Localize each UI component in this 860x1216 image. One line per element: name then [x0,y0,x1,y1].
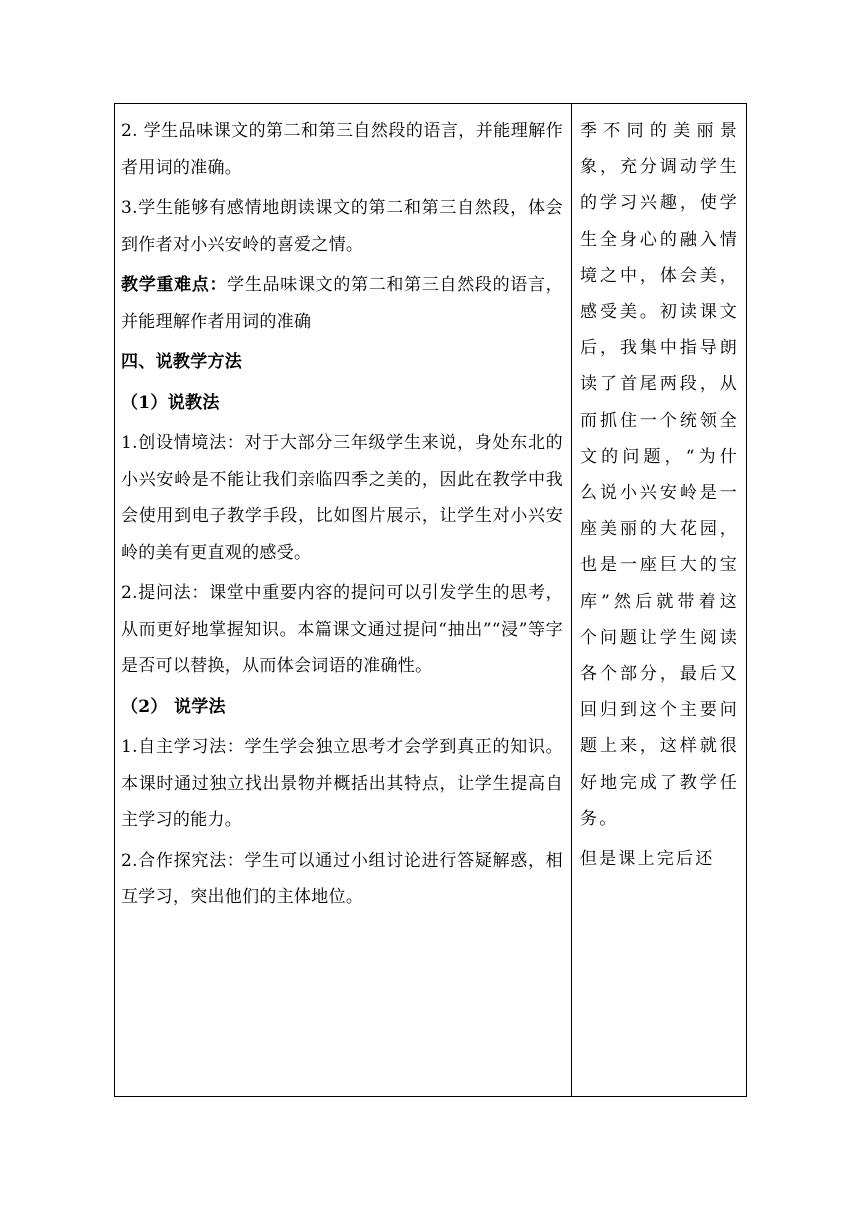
teaching-method-2: 2.提问法：课堂中重要内容的提问可以引发学生的思考，从而更好地掌握知识。本篇课文通过提问“抽出”“浸”等字是否可以替换，从而体会词语的准确性。 [121,583,563,676]
lesson-plan-table [114,103,747,1097]
reflection-cell [572,104,747,877]
reflection-paragraph-2: 但是课上完后还 [580,849,715,870]
reflection-paragraph-1: 季不同的美丽景象，充分调动学生的学习兴趣，使学生全身心的融入情境之中，体会美，感受美。初读课文后，我集中指导朗读了首尾两段，从而抓住一个统领全文的问题，“为什么说小兴安岭是一座美丽的大花园，也是一座巨大的宝库”然后就带着这个问题让学生阅读各个部分，最后又回归到这个主要问题上来，这样就很好地完成了教学任务。 [580,121,739,829]
learning-method-2: 2.合作探究法：学生可以通过小组讨论进行答疑解惑，相互学习，突出他们的主体地位。 [121,850,563,907]
learning-methods-heading: （2） 说学法 [121,696,226,717]
key-points [121,267,563,340]
learning-method-1: 1.自主学习法：学生学会独立思考才会学到真正的知识。本课时通过独立找出景物并概括出其特点，让学生提高自主学习的能力。 [121,737,563,830]
key-points-text: 学生品味课文的第二和第三自然段的语言，并能理解作者用词的准确 [121,275,563,332]
section-4-heading: 四、说教学方法 [121,352,243,372]
objective-item-3: 3.学生能够有感情地朗读课文的第二和第三自然段，体会到作者对小兴安岭的喜爱之情。 [121,198,563,255]
lesson-content-cell [115,104,571,916]
key-points-label: 教学重难点： [121,275,228,295]
teaching-method-1: 1.创设情境法：对于大部分三年级学生来说，身处东北的小兴安岭是不能让我们亲临四季之美的，因此在教学中我会使用到电子教学手段，比如图片展示，让学生对小兴安岭的美有更直观的感受。 [121,433,563,563]
teaching-methods-heading: （1）说教法 [121,392,220,413]
objective-item-2: 2. 学生品味课文的第二和第三自然段的语言，并能理解作者用词的准确。 [121,121,563,178]
